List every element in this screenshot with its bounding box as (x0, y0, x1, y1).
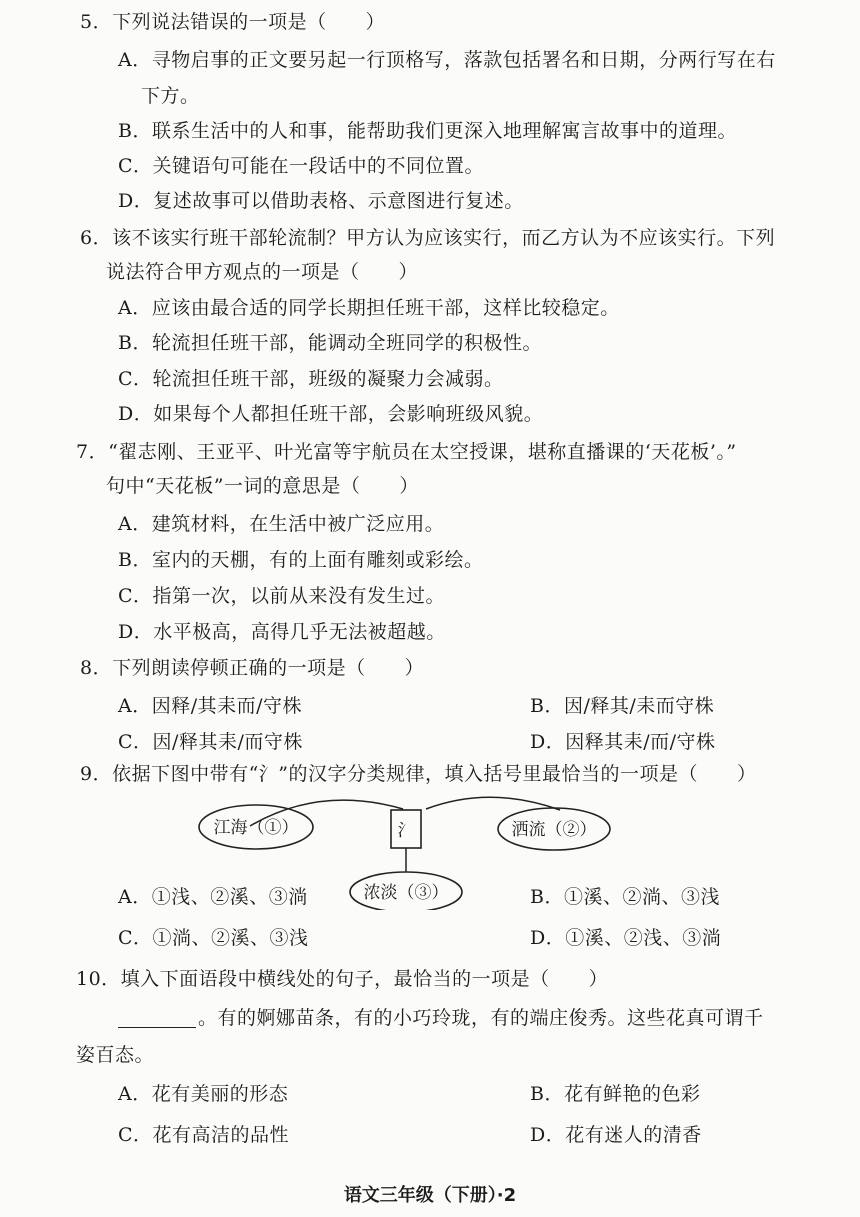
q10-option-b: B．花有鲜艳的色彩 (530, 1083, 701, 1105)
q8-option-a: A．因释/其耒而/守株 (118, 695, 303, 717)
right-ellipse-text: 洒流（②） (511, 820, 597, 840)
q7-option-c: C．指第一次，以前从来没有发生过。 (118, 585, 446, 607)
q7-stem-line2: 句中“天花板”一词的意思是（ ） (106, 475, 419, 497)
fill-in-blank (118, 1007, 196, 1028)
q9-option-b: B．①溪、②淌、③浅 (530, 886, 720, 908)
page-footer: 语文三年级（下册）·2 (343, 1185, 517, 1206)
q6-option-a: A．应该由最合适的同学长期担任班干部，这样比较稳定。 (118, 297, 620, 319)
q8-option-d: D．因释其耒/而/守株 (530, 731, 716, 753)
q7-stem-line1: 7．“翟志刚、王亚平、叶光富等宇航员在太空授课，堪称直播课的‘天花板’。” (76, 441, 737, 463)
q8-stem: 8．下列朗读停顿正确的一项是（ ） (80, 657, 425, 679)
q10-passage-text: 。有的婀娜苗条，有的小巧玲珑，有的端庄俊秀。这些花真可谓千 (198, 1007, 764, 1029)
q10-option-d: D．花有迷人的清香 (530, 1124, 702, 1146)
q6-stem-line2: 说法符合甲方观点的一项是（ ） (106, 261, 419, 283)
q5-stem: 5．下列说法错误的一项是（ ） (80, 11, 386, 33)
center-radical-text: 氵 (397, 821, 415, 841)
q5-option-c: C．关键语句可能在一段话中的不同位置。 (118, 155, 485, 177)
q9-stem: 9．依据下图中带有“氵”的汉字分类规律，填入括号里最恰当的一项是（ ） (80, 763, 757, 785)
q5-option-b: B．联系生活中的人和事，能帮助我们更深入地理解寓言故事中的道理。 (118, 120, 737, 142)
q5-option-a-continued: 下方。 (141, 85, 200, 107)
q10-stem: 10．填入下面语段中横线处的句子，最恰当的一项是（ ） (76, 968, 609, 990)
bottom-ellipse-text: 浓淡（③） (363, 883, 449, 903)
q7-option-b: B．室内的天棚，有的上面有雕刻或彩绘。 (118, 549, 484, 571)
q9-option-d: D．①溪、②浅、③淌 (530, 927, 722, 949)
q10-passage-line2: 姿百态。 (76, 1044, 155, 1066)
q9-option-a: A．①浅、②溪、③淌 (118, 886, 308, 908)
q6-option-c: C．轮流担任班干部，班级的凝聚力会减弱。 (118, 368, 504, 390)
q6-stem-line1: 6．该不该实行班干部轮流制？甲方认为应该实行，而乙方认为不应该实行。下列 (80, 227, 776, 249)
q7-option-d: D．水平极高，高得几乎无法被超越。 (118, 621, 446, 643)
q6-option-b: B．轮流担任班干部，能调动全班同学的积极性。 (118, 332, 542, 354)
q10-option-c: C．花有高洁的品性 (118, 1124, 290, 1146)
q8-option-b: B．因/释其/耒而守株 (530, 695, 715, 717)
q6-option-d: D．如果每个人都担任班干部，会影响班级风貌。 (118, 403, 544, 425)
left-ellipse-text: 江海（①） (213, 818, 299, 838)
q8-option-c: C．因/释其耒/而守株 (118, 731, 303, 753)
q9-option-c: C．①淌、②溪、③浅 (118, 927, 309, 949)
q7-option-a: A．建筑材料，在生活中被广泛应用。 (118, 513, 445, 535)
q5-option-d: D．复述故事可以借助表格、示意图进行复述。 (118, 190, 524, 212)
q5-option-a: A．寻物启事的正文要另起一行顶格写，落款包括署名和日期，分两行写在右 (118, 49, 776, 71)
q10-passage-line1 (118, 1005, 764, 1031)
q10-option-a: A．花有美丽的形态 (118, 1083, 289, 1105)
